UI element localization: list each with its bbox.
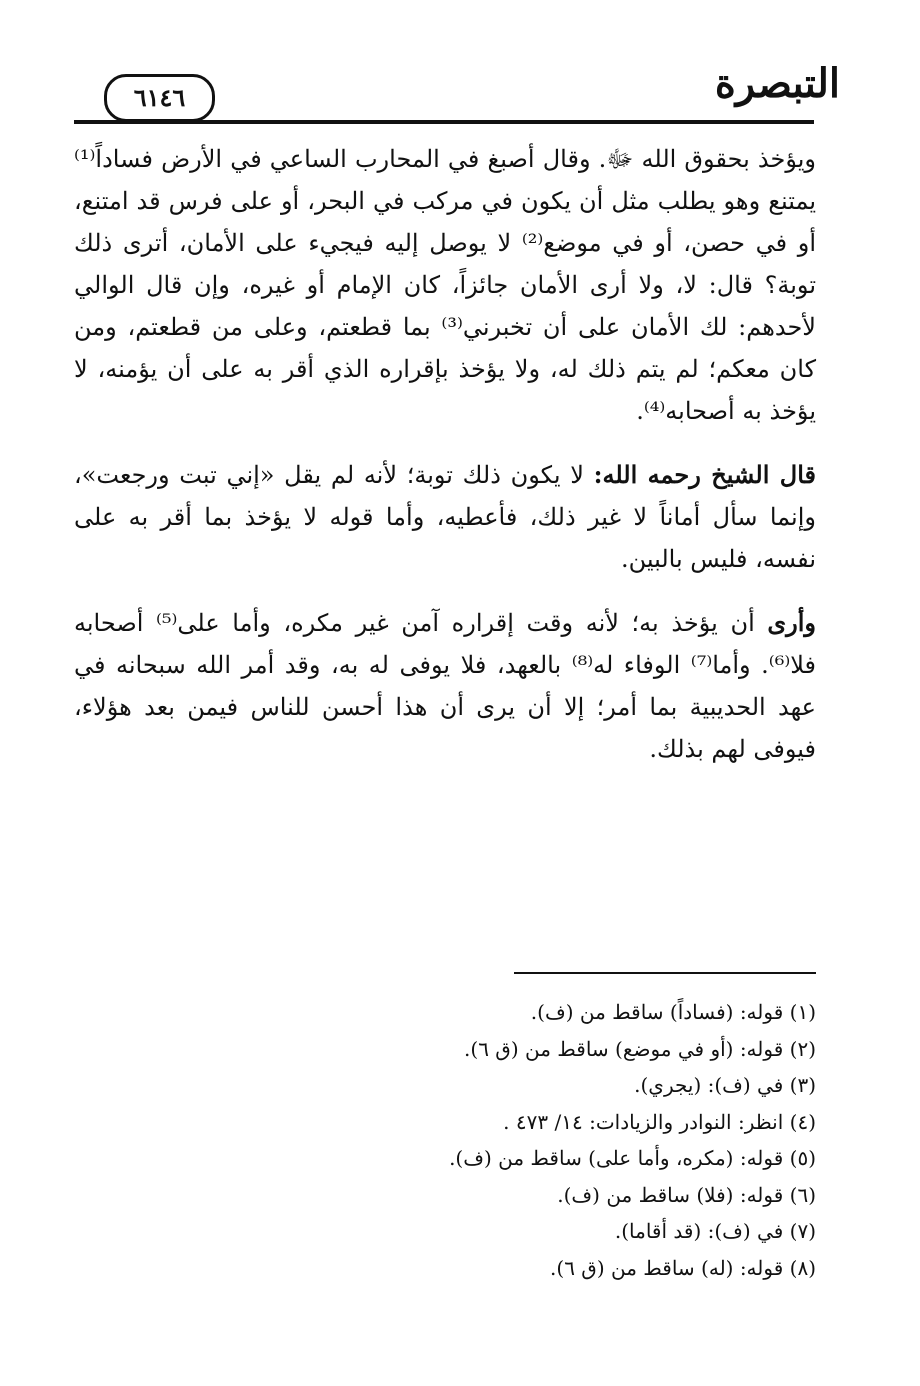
footnotes-divider xyxy=(514,972,816,974)
header-rule xyxy=(74,120,814,124)
footnote: (١) قوله: (فساداً) ساقط من (ف). xyxy=(530,1000,816,1024)
footnote: (٣) في (ف): (يجري). xyxy=(634,1073,816,1097)
paragraph-2 xyxy=(74,454,816,580)
footnote: (٤) انظر: النوادر والزيادات: ١٤/ ٤٧٣ . xyxy=(503,1109,816,1134)
footnote: (٧) في (ف): (قد أقاما). xyxy=(614,1219,816,1243)
paragraph-1: ويؤخذ بحقوق الله ﷻ. وقال أصبغ في المحارب الساعي في الأرض فساداً⁽¹⁾ يمتنع وهو يطلب مثل أن يكون في مركب في البحر، أو على فرس قد امتنع، أو في حصن، أو في موضع⁽²⁾ لا يوصل إليه فيجيء على الأمان، أترى ذلك توبة؟ قال: لا، ولا أرى الأمان جائزاً، كان الإمام أو غيره، وإن قال الوالي لأحدهم: لك الأمان على أن تخبرني⁽³⁾ بما قطعتم، وعلى من قطعتم، ومن كان معكم؛ لم يتم ذلك له، ولا يؤخذ بإقراره الذي أقر به على أن يؤمنه، لا يؤخذ به أصحابه⁽⁴⁾. xyxy=(74,145,817,425)
book-title: التبصرة xyxy=(714,60,840,107)
footnote: (٨) قوله: (له) ساقط من (ق ٦). xyxy=(550,1255,816,1280)
page-header xyxy=(74,56,844,126)
paragraph-3-body: أن يؤخذ به؛ لأنه وقت إقراره آمن غير مكره، وأما على⁽⁵⁾ أصحابه فلا⁽⁶⁾. وأما⁽⁷⁾ الوفاء له⁽⁸⁾ بالعهد، فلا يوفى له به، وقد أمر الله سبحانه في عهد الحديبية بما أمر؛ إلا أن يرى أن هذا أحسن للناس فيمن بعد هؤلاء، فيوفى لهم بذلك. xyxy=(74,609,816,763)
paragraph-2-lead: قال الشيخ رحمه الله: xyxy=(593,460,817,489)
paragraph-3 xyxy=(74,602,816,770)
page-number: ٦١٤٦ xyxy=(104,74,215,122)
footnotes xyxy=(74,994,816,1286)
paragraph-2-body: لا يكون ذلك توبة؛ لأنه لم يقل «إني تبت ورجعت»، وإنما سأل أماناً لا غير ذلك، فأعطيه، وأما قوله لا يؤخذ بما أقر به على نفسه، فليس بالبين. xyxy=(74,461,816,573)
footnote: (٢) قوله: (أو في موضع) ساقط من (ق ٦). xyxy=(464,1036,816,1061)
paragraph-3-lead: وأرى xyxy=(767,608,816,637)
footnote: (٥) قوله: (مكره، وأما على) ساقط من (ف). xyxy=(449,1146,816,1170)
main-text xyxy=(74,138,816,792)
footnote: (٦) قوله: (فلا) ساقط من (ف). xyxy=(557,1182,816,1207)
